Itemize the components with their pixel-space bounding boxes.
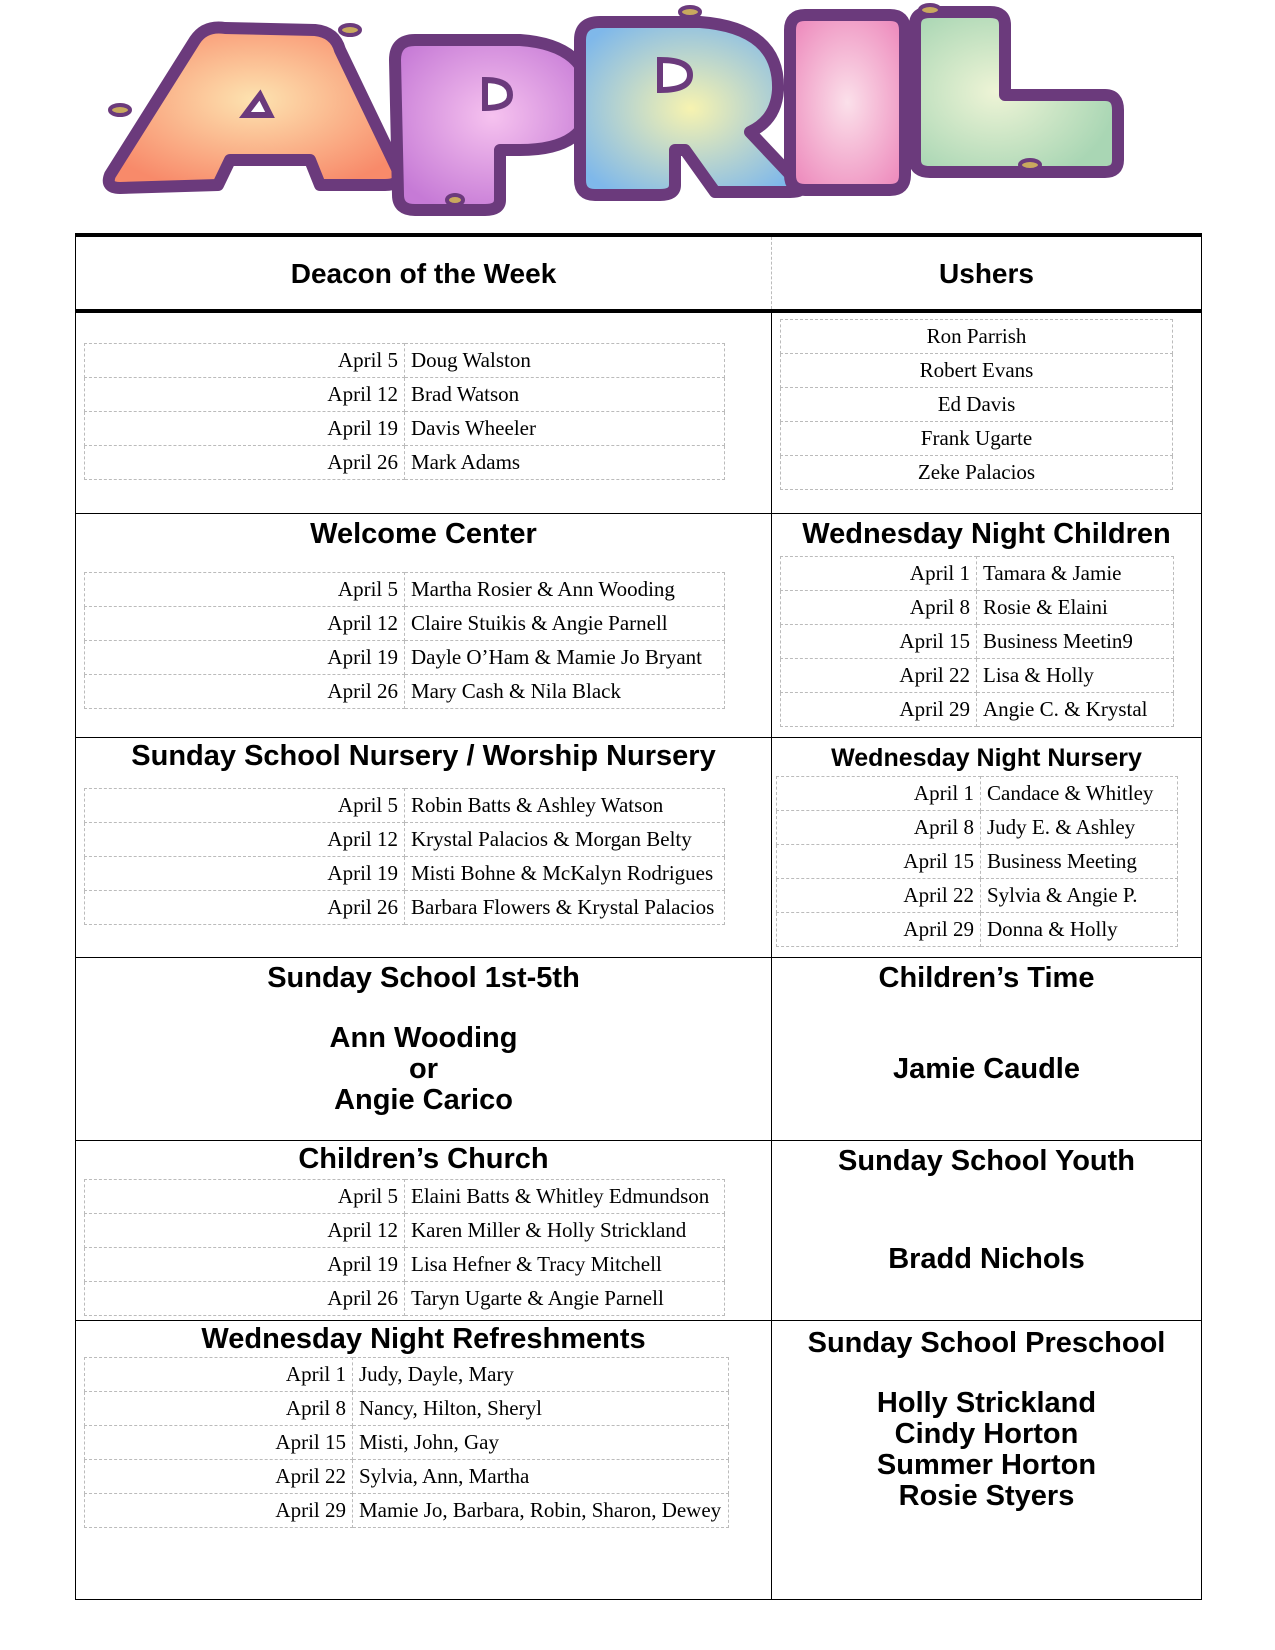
schedule-row	[85, 823, 725, 857]
schedule-date: April 15	[85, 1426, 353, 1460]
schedule-row	[85, 891, 725, 925]
wed-nursery-title: Wednesday Night Nursery	[831, 744, 1142, 772]
row-1st5th-childrens-time	[76, 957, 1201, 1140]
refreshments-title: Wednesday Night Refreshments	[201, 1323, 646, 1355]
schedule-row	[85, 607, 725, 641]
schedule-row	[85, 1248, 725, 1282]
schedule-date: April 5	[85, 1180, 405, 1214]
schedule-date: April 15	[781, 625, 977, 659]
preschool-title: Sunday School Preschool	[807, 1327, 1166, 1359]
schedule-name: Martha Rosier & Ann Wooding	[405, 573, 725, 607]
row-refreshments-preschool	[76, 1320, 1201, 1600]
usher-name: Ron Parrish	[781, 320, 1173, 354]
sunday-1st5th-or: or	[409, 1053, 438, 1085]
april-banner-art	[100, 0, 1180, 225]
schedule-row	[85, 641, 725, 675]
schedule-date: April 8	[777, 811, 981, 845]
schedule-date: April 8	[85, 1392, 353, 1426]
row-nurseries	[76, 737, 1201, 957]
schedule-name: Claire Stuikis & Angie Parnell	[405, 607, 725, 641]
usher-row	[781, 388, 1173, 422]
sunday-nursery-title: Sunday School Nursery / Worship Nursery	[131, 740, 716, 772]
schedule-row	[85, 378, 725, 412]
ushers-table	[780, 319, 1173, 490]
deacon-table	[84, 343, 725, 480]
ushers-header-cell	[772, 237, 1201, 309]
schedule-row	[85, 1214, 725, 1248]
usher-row	[781, 456, 1173, 490]
schedule-row	[777, 879, 1178, 913]
schedule-name: Lisa & Holly	[977, 659, 1174, 693]
row-church-youth	[76, 1140, 1201, 1320]
preschool-name: Rosie Styers	[898, 1480, 1075, 1512]
april-banner	[100, 0, 1180, 225]
schedule-name: Karen Miller & Holly Strickland	[405, 1214, 725, 1248]
schedule-name: Judy, Dayle, Mary	[353, 1358, 729, 1392]
schedule-name: Dayle O’Ham & Mamie Jo Bryant	[405, 641, 725, 675]
sunday-1st5th-cell	[76, 958, 772, 1140]
preschool-cell	[772, 1321, 1201, 1600]
schedule-name: Elaini Batts & Whitley Edmundson	[405, 1180, 725, 1214]
schedule-date: April 22	[781, 659, 977, 693]
sunday-youth-name: Bradd Nichols	[888, 1243, 1085, 1275]
usher-name: Robert Evans	[781, 354, 1173, 388]
schedule-date: April 12	[85, 1214, 405, 1248]
schedule-date: April 12	[85, 823, 405, 857]
childrens-church-cell	[76, 1141, 772, 1320]
schedule-name: Krystal Palacios & Morgan Belty	[405, 823, 725, 857]
schedule-date: April 5	[85, 789, 405, 823]
schedule-date: April 22	[777, 879, 981, 913]
schedule-date: April 19	[85, 857, 405, 891]
schedule-name: Business Meeting	[981, 845, 1178, 879]
wed-nursery-table	[776, 776, 1178, 947]
schedule-date: April 29	[781, 693, 977, 727]
schedule-name: Mary Cash & Nila Black	[405, 675, 725, 709]
schedule-name: Donna & Holly	[981, 913, 1178, 947]
deacon-header-cell	[76, 237, 772, 309]
schedule-name: Taryn Ugarte & Angie Parnell	[405, 1282, 725, 1316]
childrens-church-title: Children’s Church	[298, 1143, 549, 1175]
schedule-date: April 12	[85, 607, 405, 641]
ushers-cell	[772, 313, 1201, 513]
ushers-header: Ushers	[939, 258, 1034, 289]
childrens-time-title: Children’s Time	[878, 962, 1095, 994]
schedule-date: April 15	[777, 845, 981, 879]
schedule-name: Judy E. & Ashley	[981, 811, 1178, 845]
wed-children-table	[780, 556, 1174, 727]
wed-children-title: Wednesday Night Children	[802, 518, 1171, 550]
schedule-name: Mark Adams	[405, 446, 725, 480]
schedule-row	[85, 573, 725, 607]
schedule-row	[781, 659, 1174, 693]
schedule-row	[85, 412, 725, 446]
schedule-name: Angie C. & Krystal	[977, 693, 1174, 727]
schedule-name: Business Meetin9	[977, 625, 1174, 659]
childrens-church-table	[84, 1179, 725, 1316]
sunday-nursery-cell	[76, 738, 772, 957]
sunday-1st5th-name1: Ann Wooding	[329, 1022, 518, 1054]
schedule-row	[85, 1426, 729, 1460]
schedule-date: April 22	[85, 1460, 353, 1494]
schedule-name: Doug Walston	[405, 344, 725, 378]
schedule-date: April 8	[781, 591, 977, 625]
preschool-name: Holly Strickland	[876, 1387, 1097, 1419]
schedule-row	[85, 1180, 725, 1214]
childrens-time-cell	[772, 958, 1201, 1140]
schedule-date: April 29	[85, 1494, 353, 1528]
deacon-cell	[76, 313, 772, 513]
schedule-name: Sylvia & Angie P.	[981, 879, 1178, 913]
schedule-sheet	[75, 233, 1202, 1600]
schedule-row	[85, 675, 725, 709]
schedule-name: Mamie Jo, Barbara, Robin, Sharon, Dewey	[353, 1494, 729, 1528]
schedule-row	[781, 591, 1174, 625]
schedule-date: April 1	[781, 557, 977, 591]
schedule-name: Barbara Flowers & Krystal Palacios	[405, 891, 725, 925]
row-deacons-ushers	[76, 313, 1201, 513]
sunday-1st5th-title: Sunday School 1st-5th	[267, 962, 580, 994]
schedule-date: April 26	[85, 1282, 405, 1316]
wed-children-cell	[772, 514, 1201, 737]
schedule-name: Misti, John, Gay	[353, 1426, 729, 1460]
letter-p	[395, 40, 590, 210]
schedule-row	[85, 446, 725, 480]
schedule-row	[85, 1392, 729, 1426]
schedule-name: Robin Batts & Ashley Watson	[405, 789, 725, 823]
schedule-date: April 26	[85, 446, 405, 480]
sunday-youth-title: Sunday School Youth	[838, 1145, 1135, 1177]
childrens-time-name: Jamie Caudle	[893, 1053, 1080, 1085]
schedule-name: Brad Watson	[405, 378, 725, 412]
sunday-youth-cell	[772, 1141, 1201, 1320]
schedule-row	[85, 1358, 729, 1392]
schedule-row	[85, 1460, 729, 1494]
preschool-name: Summer Horton	[876, 1449, 1097, 1481]
schedule-date: April 1	[85, 1358, 353, 1392]
header-row	[76, 237, 1201, 313]
schedule-date: April 26	[85, 891, 405, 925]
preschool-name: Cindy Horton	[894, 1418, 1079, 1450]
sunday-1st5th-name2: Angie Carico	[334, 1084, 513, 1116]
sunday-nursery-table	[84, 788, 725, 925]
welcome-title: Welcome Center	[310, 518, 537, 550]
schedule-row	[85, 1494, 729, 1528]
welcome-table	[84, 572, 725, 709]
schedule-date: April 19	[85, 641, 405, 675]
schedule-name: Misti Bohne & McKalyn Rodrigues	[405, 857, 725, 891]
schedule-row	[85, 789, 725, 823]
schedule-row	[777, 777, 1178, 811]
schedule-date: April 26	[85, 675, 405, 709]
welcome-cell	[76, 514, 772, 737]
usher-name: Frank Ugarte	[781, 422, 1173, 456]
schedule-row	[781, 625, 1174, 659]
schedule-date: April 5	[85, 344, 405, 378]
schedule-name: Davis Wheeler	[405, 412, 725, 446]
schedule-row	[777, 811, 1178, 845]
refreshments-cell	[76, 1321, 772, 1600]
schedule-date: April 1	[777, 777, 981, 811]
schedule-row	[781, 693, 1174, 727]
row-welcome-children	[76, 513, 1201, 737]
refreshments-table	[84, 1357, 729, 1528]
usher-name: Zeke Palacios	[781, 456, 1173, 490]
schedule-date: April 29	[777, 913, 981, 947]
schedule-row	[85, 344, 725, 378]
schedule-name: Rosie & Elaini	[977, 591, 1174, 625]
usher-row	[781, 354, 1173, 388]
schedule-date: April 12	[85, 378, 405, 412]
deacon-header: Deacon of the Week	[290, 258, 557, 289]
schedule-row	[85, 857, 725, 891]
schedule-row	[781, 557, 1174, 591]
schedule-name: Tamara & Jamie	[977, 557, 1174, 591]
schedule-row	[777, 845, 1178, 879]
schedule-row	[777, 913, 1178, 947]
schedule-row	[85, 1282, 725, 1316]
usher-name: Ed Davis	[781, 388, 1173, 422]
schedule-name: Candace & Whitley	[981, 777, 1178, 811]
schedule-name: Lisa Hefner & Tracy Mitchell	[405, 1248, 725, 1282]
schedule-name: Nancy, Hilton, Sheryl	[353, 1392, 729, 1426]
letter-i	[790, 15, 905, 190]
schedule-name: Sylvia, Ann, Martha	[353, 1460, 729, 1494]
usher-row	[781, 320, 1173, 354]
wed-nursery-cell	[772, 738, 1201, 957]
schedule-date: April 19	[85, 1248, 405, 1282]
schedule-date: April 19	[85, 412, 405, 446]
letter-r	[580, 22, 801, 195]
schedule-date: April 5	[85, 573, 405, 607]
usher-row	[781, 422, 1173, 456]
letter-l	[915, 12, 1118, 172]
